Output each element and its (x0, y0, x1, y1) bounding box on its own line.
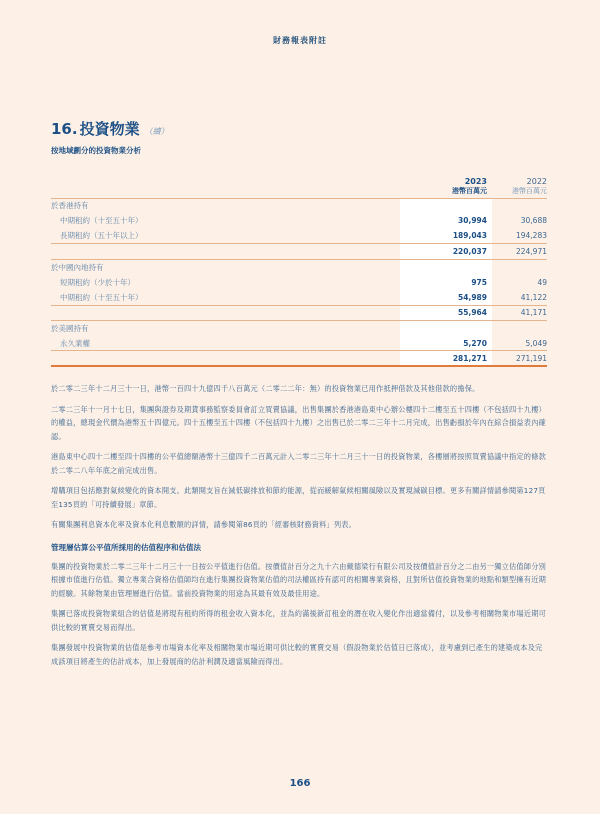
paragraph-fair-value: 港島東中心四十二樓至四十四樓的公平值總額港幣十三億四千二百萬元計入二零二三年十二月三十一日的投資物業，各樓層將按照買賣協議中指定的條款於二零二八年年底之前完成出售。 (51, 452, 546, 475)
section-title-text: 投資物業 (79, 120, 140, 138)
value-2022: 49 (537, 277, 547, 287)
table-header-row (51, 170, 547, 198)
subtotal-2023: 55,964 (400, 305, 492, 320)
value-2023: 30,994 (400, 213, 492, 228)
value-2022: 194,283 (515, 231, 547, 241)
table-row (51, 336, 547, 351)
year-2022: 2022 (526, 176, 547, 186)
value-2023: 54,989 (400, 290, 492, 305)
value-2023: 189,043 (400, 229, 492, 244)
group-label: 於美國持有 (51, 323, 89, 333)
value-2022: 30,688 (520, 216, 547, 226)
unit-2022: 港幣百萬元 (512, 186, 547, 195)
continued-label: （續） (144, 127, 169, 136)
header-2022 (492, 170, 547, 198)
year-2023: 2023 (464, 176, 487, 186)
group-label: 於中國內地持有 (51, 262, 104, 272)
row-label: 中期租約（十至五十年） (60, 216, 143, 226)
table-subtitle: 按地域劃分的投資物業分析 (51, 146, 141, 155)
row-label: 永久業權 (60, 338, 90, 348)
table-row (51, 213, 547, 228)
value-2023: 975 (400, 274, 492, 289)
section-number: 16. (51, 120, 78, 138)
paragraph-pledged: 於二零二三年十二月三十一日，港幣一百四十九億四千八百萬元（二零二二年：無）的投資物業已用作抵押借款及其他借款的擔保。 (51, 384, 480, 394)
section-title (51, 118, 547, 139)
total-2023: 281,271 (400, 351, 492, 366)
row-label: 長期租約（五十年以上） (60, 231, 143, 241)
valuation-paragraph: 集團的投資物業於二零二三年十二月三十一日按公平值進行估值。按價值計百分之九十六由戴德梁行有限公司及按價值計百分之二由另一獨立估值師分別根據市值進行估值。獨立專業合資格估值師均在進行集團投資物業估值的司法權區持有認可的相關專業資格，且對所估值投資物業的地點和類型擁有近期的經驗。其餘物業由管理層進行估值。當前投資物業的用途為其最有效及最佳用途。 (51, 561, 546, 598)
running-header: 財務報表附註 (273, 36, 327, 45)
investment-property-table (51, 170, 547, 367)
subtotal-2023: 220,037 (400, 244, 492, 259)
group-row-us (51, 320, 547, 335)
table-row (51, 229, 547, 244)
table-row (51, 290, 547, 305)
group-row-hk (51, 198, 547, 213)
valuation-heading: 管理層估算公平值所採用的估值程序和估值法 (51, 542, 201, 552)
valuation-paragraph: 集團發展中投資物業的估值是參考市場資本化率及相關物業市場近期可供比較的實賣交易（假設物業於估值日已落成），並考慮到已產生的建築成本及完成該項目將產生的估計成本，加上發展商的估計利潤及適當風險而得出。 (51, 643, 543, 666)
paragraph-disposal: 二零二三年十一月十七日，集團與證券及期貨事務監察委員會訂立買賣協議，出售集團於香港港島東中心辦公樓四十二樓至五十四樓（不包括四十九樓）的權益，總現金代價為港幣五十四億元。四十五樓至五十四樓（不包括四十九樓）之出售已於二零二三年十二月完成，出售虧損於年內在綜合損益表內確認。 (51, 404, 546, 441)
value-2022: 5,049 (525, 338, 547, 348)
header-2023 (400, 170, 492, 198)
value-2022: 41,122 (520, 292, 547, 302)
total-2022: 271,191 (515, 353, 547, 363)
header-blank (51, 170, 400, 198)
group-label: 於香港持有 (51, 201, 89, 211)
valuation-paragraph: 集團已落成投資物業組合的估值是將現有租約所得的租金收入資本化，並為約滿後新訂租金的潛在收入變化作出適當備付，以及參考相關物業市場近期可供比較的實賣交易而得出。 (51, 609, 546, 632)
paragraph-interest: 有關集團利息資本化率及資本化利息數額的詳情，請參閱第86頁的「經審核財務資料」列表。 (51, 520, 357, 530)
group-row-mainland (51, 259, 547, 274)
unit-2023: 港幣百萬元 (452, 186, 487, 195)
page-content (51, 118, 547, 668)
table-row (51, 274, 547, 289)
subtotal-2022: 41,171 (520, 308, 547, 318)
value-2023: 5,270 (400, 336, 492, 351)
paragraph-capex: 增購項目包括應對氣候變化的資本開支。此類開支旨在減低碳排放和節約能源，從而緩解氣候相關風險以及實現減碳目標。更多有關詳情請參閱第127頁至135頁的「可持續發展」章節。 (51, 486, 546, 509)
row-label: 短期租約（少於十年） (60, 277, 135, 287)
row-label: 中期租約（十至五十年） (60, 292, 143, 302)
page-number: 166 (289, 778, 311, 789)
grand-total-row (51, 351, 547, 366)
subtotal-row-mainland (51, 305, 547, 320)
subtotal-2022: 224,971 (515, 247, 547, 257)
subtotal-row-hk (51, 244, 547, 259)
